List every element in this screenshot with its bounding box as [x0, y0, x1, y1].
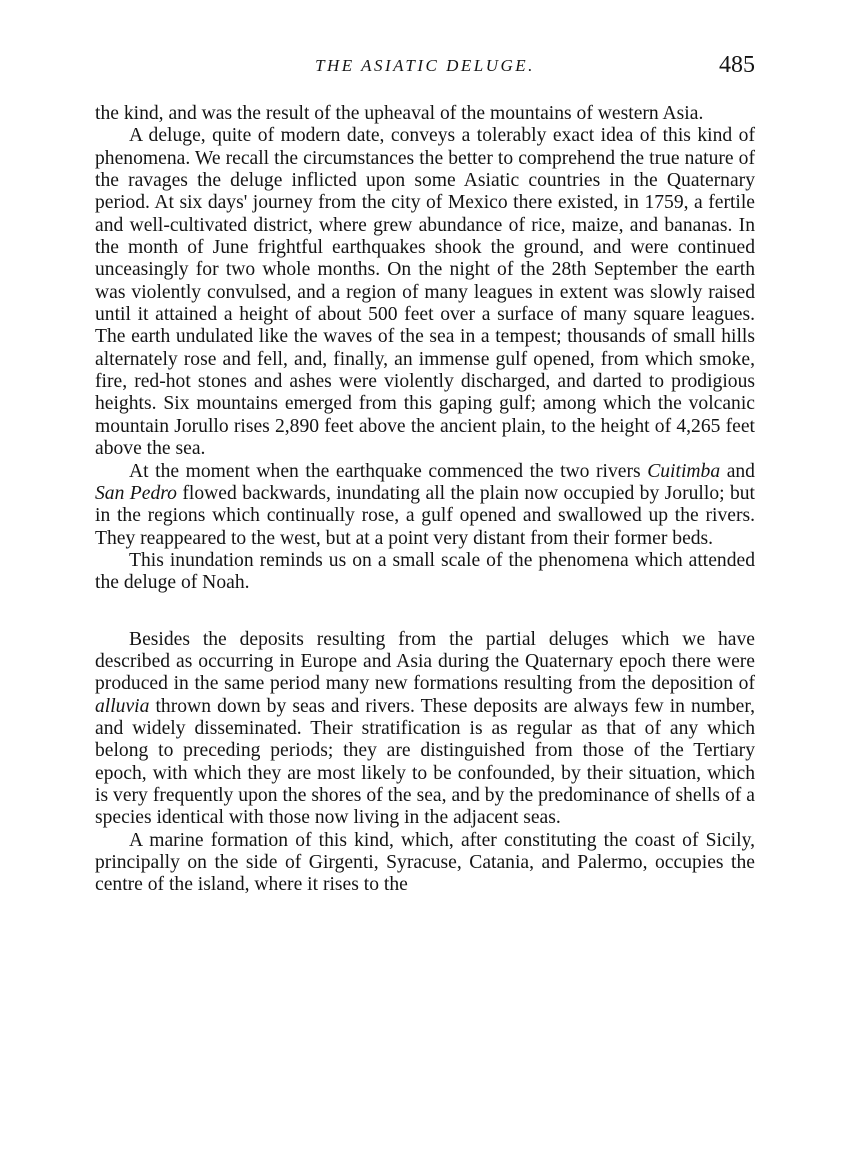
text-run: Besides the deposits resulting from the partial deluges which we have described as occurring in Europe and Asia during the Quaternary epoch there were produced in the same period many new formations resulting from the deposition of [95, 628, 755, 695]
text-run: This inundation reminds us on a small scale of the phenomena which attended the deluge of Noah. [95, 549, 755, 594]
running-head [95, 52, 755, 92]
text-run: flowed backwards, inundating all the plain now occupied by Jorullo; but in the regions which continually rose, a gulf opened and swallowed up the rivers. They reappeared to the west, but at a point very distant from their former beds. [95, 482, 756, 549]
paragraph-mexico-deluge [95, 125, 755, 460]
running-title: THE ASIATIC DELUGE. [315, 56, 535, 75]
text-run: At the moment when the earthquake commenced the two rivers [129, 460, 648, 482]
italic-river-name: San Pedro [95, 482, 177, 504]
paragraph-alluvia [95, 629, 755, 830]
paragraph-noah [95, 550, 755, 595]
italic-term: alluvia [95, 695, 150, 717]
page-number: 485 [719, 52, 755, 78]
body-text [95, 103, 755, 897]
text-run: A marine formation of this kind, which, after constituting the coast of Sicily, principally on the side of Girgenti, Syracuse, Catania, and Palermo, occupies the centre of the island, where it rises to the [95, 829, 755, 896]
paragraph-sicily [95, 830, 755, 897]
text-run: and [720, 460, 755, 482]
paragraph-continued [95, 103, 755, 125]
paragraph-rivers [95, 461, 755, 550]
text-run: the kind, and was the result of the upheaval of the mountains of western Asia. [95, 103, 704, 124]
text-run: thrown down by seas and rivers. These deposits are always few in number, and widely disseminated. Their stratification is as regular as that of any which belong to preceding periods; they are distinguished from those of the Tertiary epoch, with which they are most likely to be confounded, by their situation, which is very frequently upon the shores of the sea, and by the predominance of shells of a species identical with those now living in the adjacent seas. [95, 695, 755, 829]
text-run: A deluge, quite of modern date, conveys a tolerably exact idea of this kind of phenomena. We recall the circumstances the better to comprehend the true nature of the ravages the deluge inflicted upon some Asiatic countries in the Quaternary period. At six days' journey from the city of Mexico there existed, in 1759, a fertile and well-cultivated district, where grew abundance of rice, maize, and bananas. In the month of June frightful earthquakes shook the ground, and were continued unceasingly for two whole months. On the night of the 28th September the earth was violently convulsed, and a region of many leagues in extent was slowly raised until it attained a height of about 500 feet over a surface of many square leagues. The earth undulated like the waves of the sea in a tempest; thousands of small hills alternately rose and fell, and, finally, an immense gulf opened, from which smoke, fire, red-hot stones and ashes were violently discharged, and darted to prodigious heights. Six mountains emerged from this gaping gulf; among which the volcanic mountain Jorullo rises 2,890 feet above the ancient plain, to the height of 4,265 feet above the sea. [95, 125, 755, 460]
italic-river-name: Cuitimba [647, 460, 721, 482]
